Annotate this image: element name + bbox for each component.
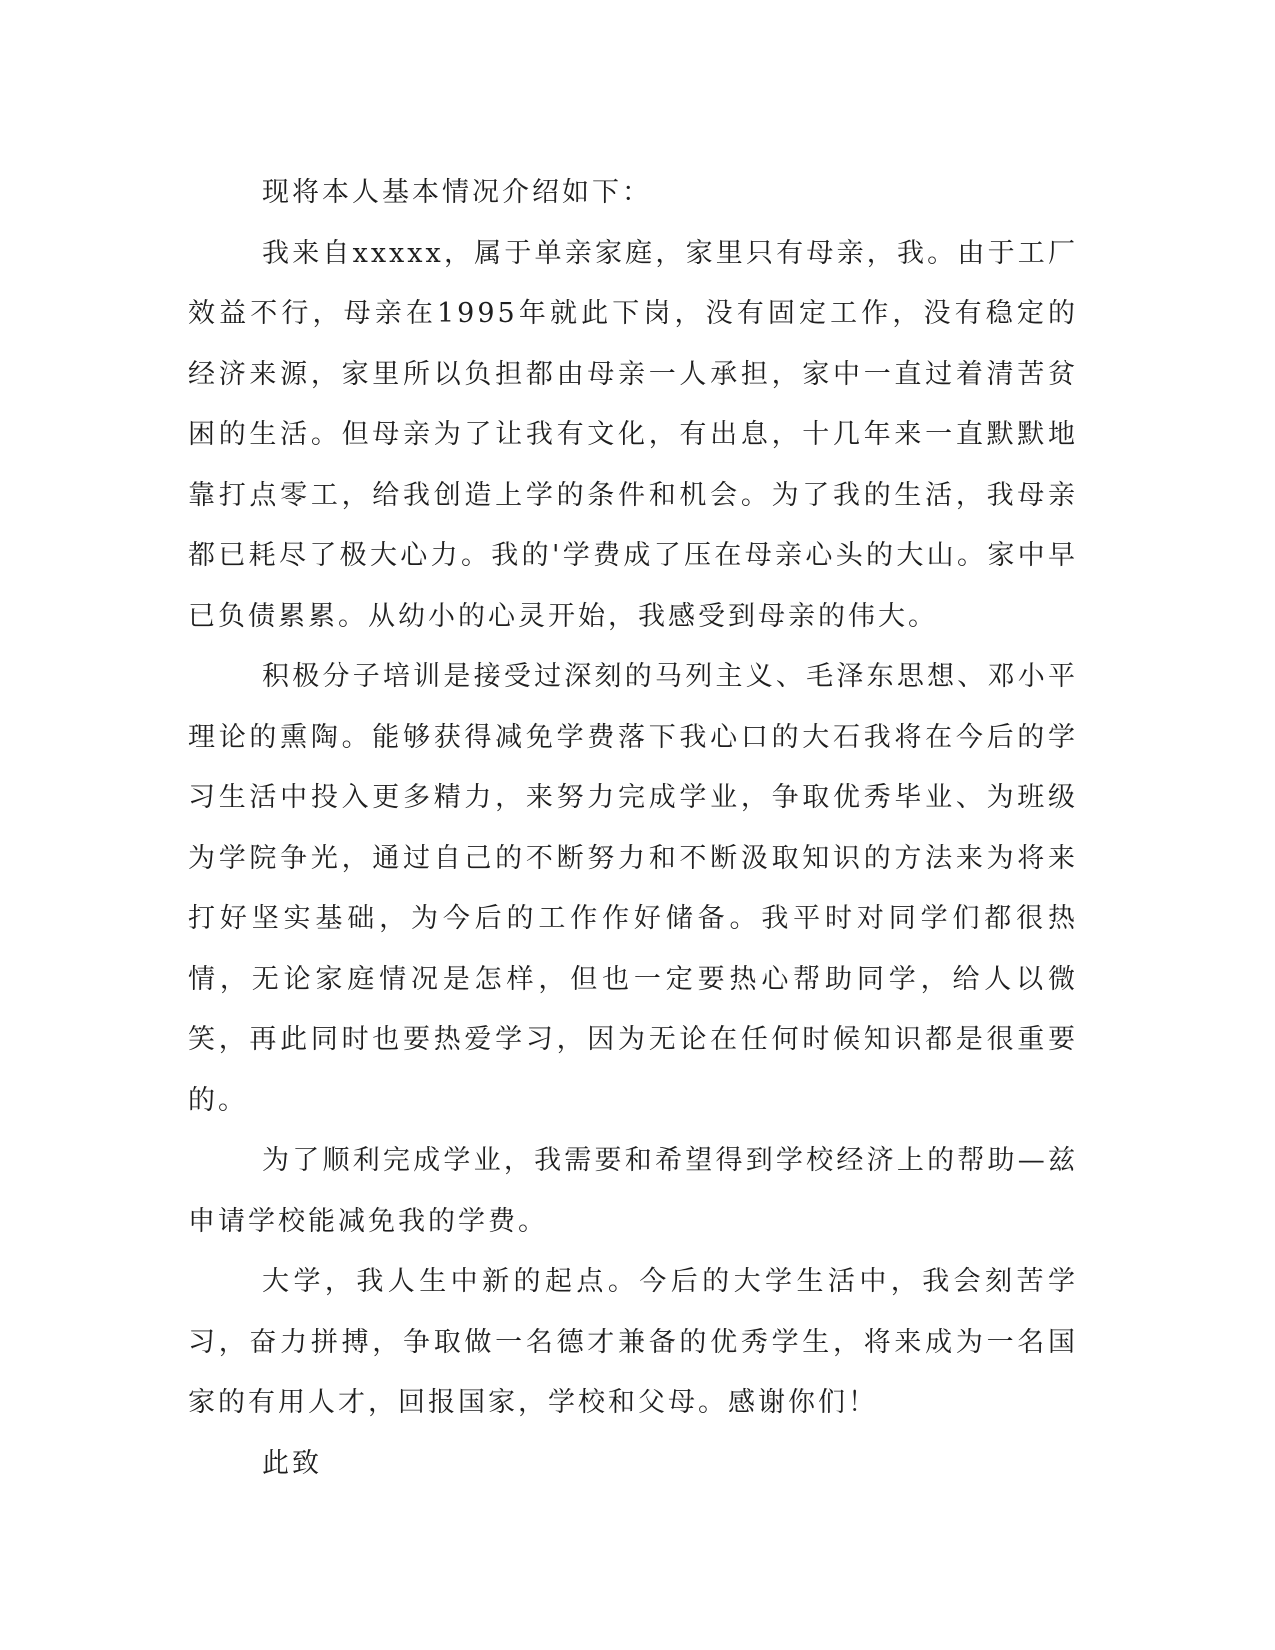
family-background-paragraph: 我来自xxxxx，属于单亲家庭，家里只有母亲，我。由于工厂效益不行，母亲在1995年就此下岗，没有固定工作，没有稳定的经济来源，家里所以负担都由母亲一人承担，家中一直过着清苦贫困的生活。但母亲为了让我有文化，有出息，十几年来一直默默地靠打点零工，给我创造上学的条件和机会。为了我的生活，我母亲都已耗尽了极大心力。我的'学费成了压在母亲心头的大山。家中早已负债累累。从幼小的心灵开始，我感受到母亲的伟大。 xyxy=(188,237,1078,632)
intro-paragraph: 现将本人基本情况介绍如下： xyxy=(262,177,652,208)
future-goals-paragraph: 大学，我人生中新的起点。今后的大学生活中，我会刻苦学习，奋力拼搏，争取做一名德才兼备的优秀学生，将来成为一名国家的有用人才，回报国家，学校和父母。感谢你们！ xyxy=(188,1266,1078,1418)
document-body xyxy=(188,163,1078,1494)
request-paragraph: 为了顺利完成学业，我需要和希望得到学校经济上的帮助—兹申请学校能减免我的学费。 xyxy=(188,1145,1078,1237)
study-plan-paragraph: 积极分子培训是接受过深刻的马列主义、毛泽东思想、邓小平理论的熏陶。能够获得减免学费落下我心口的大石我将在今后的学习生活中投入更多精力，来努力完成学业，争取优秀毕业、为班级为学院争光，通过自己的不断努力和不断汲取知识的方法来为将来打好坚实基础，为今后的工作作好储备。我平时对同学们都很热情，无论家庭情况是怎样，但也一定要热心帮助同学，给人以微笑，再此同时也要热爱学习，因为无论在任何时候知识都是很重要的。 xyxy=(188,661,1078,1116)
closing-salutation: 此致 xyxy=(262,1447,322,1479)
